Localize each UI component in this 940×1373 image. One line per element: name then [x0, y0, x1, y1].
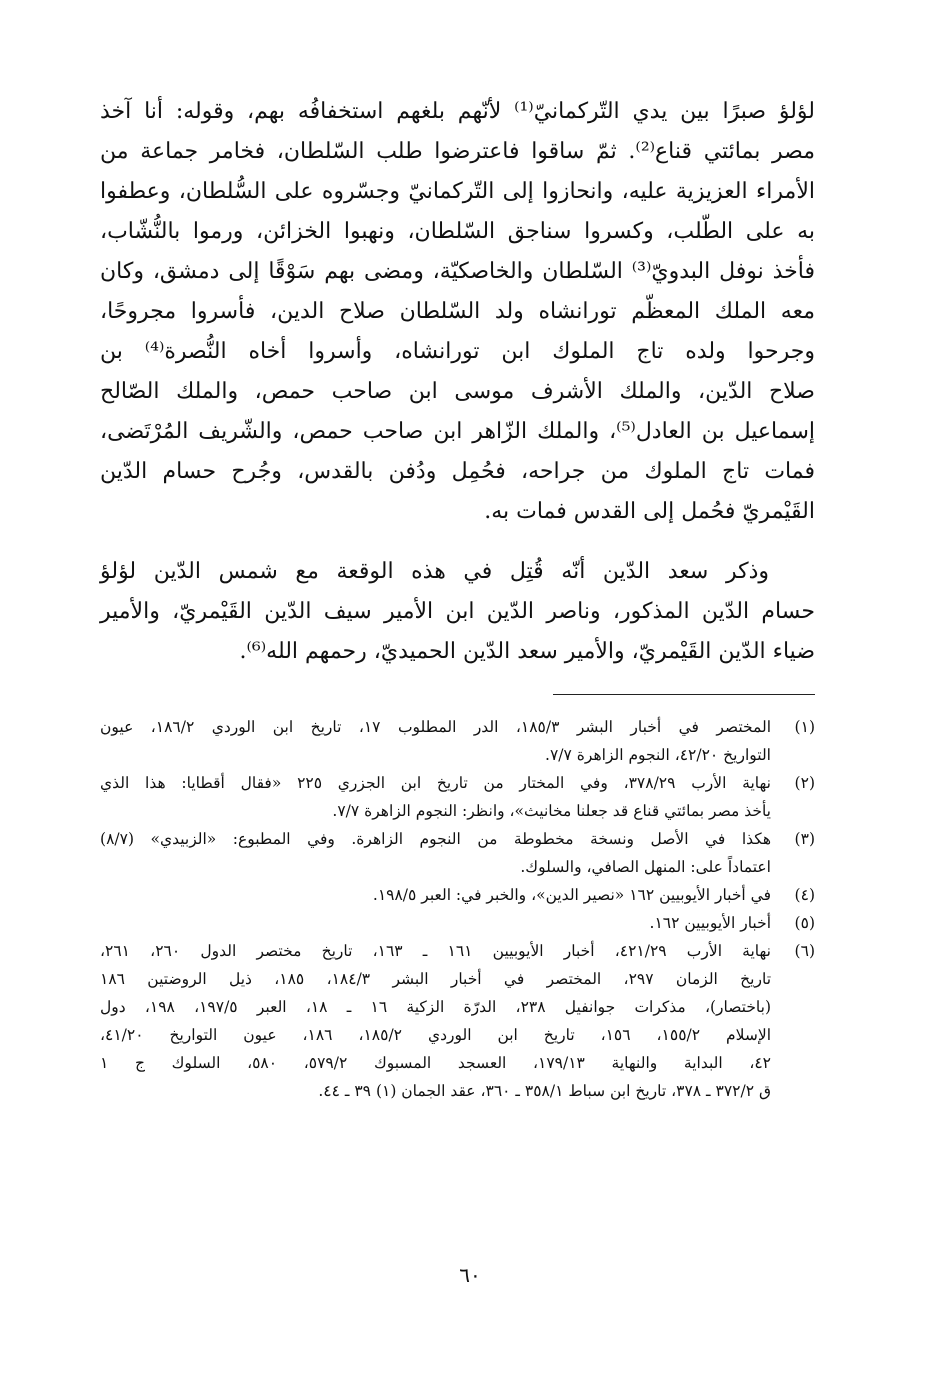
text-line: وجرحوا ولده تاج الملوك ابن تورانشاه، وأسروا أخاه النُّصرة⁽⁴⁾ بن [100, 339, 815, 364]
footnote-line: أخبار الأيوبيين ١٦٢. [649, 914, 771, 932]
footnote-text [100, 937, 771, 1105]
footnote-2 [100, 769, 815, 825]
footnote-line: الإسلام ١٥٥/٢، ١٥٦، تاريخ ابن الوردي ١٨٥/٢، ١٨٦، عيون التواريخ ٤١/٢٠، [100, 1026, 772, 1044]
footnote-line: التواريخ ٤٢/٢٠، النجوم الزاهرة ٧/٧. [545, 746, 771, 764]
text-line: حسام الدّين المذكور، وناصر الدّين ابن الأمير سيف الدّين القَيْمريّ، والأمير [100, 599, 815, 624]
text-line: إسماعيل بن العادل⁽⁵⁾، والملك الزّاهر ابن صاحب حمص، والشّريف المُرْتَضى، [100, 419, 815, 444]
footnotes [100, 713, 815, 1105]
footnote-3 [100, 825, 815, 881]
footnote-text [100, 713, 771, 769]
footnote-text [100, 881, 771, 909]
page-number: ٦٠ [459, 1263, 481, 1287]
text-line: الأمراء العزيزية عليه، وانحازوا إلى التّركمانيّ وجسّروه على السُّلطان، وعطفوا [100, 179, 815, 204]
text-line: به على الطّلب، وكسروا سناجق السّلطان، ونهبوا الخزائن، ورموا بالنُّشّاب، [100, 219, 815, 244]
footnote-number: (٦) [794, 942, 815, 960]
footnote-line: نهاية الأرب ٤٢١/٢٩، أخبار الأيوبيين ١٦١ ـ ١٦٣، تاريخ مختصر الدول ٢٦٠، ٢٦١، [100, 942, 771, 960]
footnote-line: (باختصار)، مذكرات جوانفيل ٢٣٨، الدرّة الزكية ١٦ ـ ١٨، العبر ١٩٧/٥، ١٩٨، دول [100, 998, 771, 1016]
footnote-text [100, 825, 771, 881]
text-line: فأخذ نوفل البدويّ⁽³⁾ السّلطان والخاصكيّة، ومضى بهم سَوْقًا إلى دمشق، وكان [100, 259, 815, 284]
footnote-number: (١) [794, 718, 815, 736]
footnote-text [100, 769, 771, 825]
footnote-text [100, 909, 771, 937]
main-paragraph-2 [100, 552, 815, 672]
footnote-line: اعتماداً على: المنهل الصافي، والسلوك. [520, 858, 771, 876]
main-paragraph-1 [100, 92, 815, 532]
footnote-number: (٥) [794, 914, 815, 932]
text-line: القَيْمريّ فحُمل إلى القدس فمات به. [484, 499, 815, 524]
footnote-line: في أخبار الأيوبيين ١٦٢ «نصير الدين»، والخبر في: العبر ١٩٨/٥. [372, 886, 771, 904]
text-line: وذكر سعد الدّين أنّه قُتِل في هذه الوقعة مع شمس الدّين لؤلؤ [100, 559, 769, 584]
text-line: مصر بمائتي قناع⁽²⁾. ثمّ ساقوا فاعترضوا طلب السّلطان، فخامر جماعة من [100, 139, 815, 164]
footnote-line: ق ٣٧٢/٢ ـ ٣٧٨، تاريخ ابن سباط ٣٥٨/١ ـ ٣٦٠، عقد الجمان (١) ٣٩ ـ ٤٤. [318, 1082, 771, 1100]
footnote-line: تاريخ الزمان ٢٩٧، المختصر في أخبار البشر ١٨٤/٣، ١٨٥، ذيل الروضتين ١٨٦ [100, 970, 772, 988]
text-line: معه الملك المعظّم تورانشاه ولد السّلطان صلاح الدين، فأسروا مجروحًا، [100, 299, 815, 324]
footnote-4 [100, 881, 815, 909]
footnote-number: (٤) [794, 886, 815, 904]
page-body [100, 92, 815, 1105]
text-line: فمات تاج الملوك من جراحه، فحُمِل ودُفن بالقدس، وجُرح حسام الدّين [100, 459, 815, 484]
text-line: لؤلؤ صبرًا بين يدي التّركمانيّ⁽¹⁾ لأنّهم بلغهم استخفافُه بهم، وقوله: أنا آخذ [100, 99, 815, 124]
footnote-line: المختصر في أخبار البشر ١٨٥/٣، الدر المطلوب ١٧، تاريخ ابن الوردي ١٨٦/٢، عيون [100, 718, 772, 736]
footnote-line: نهاية الأرب ٣٧٨/٢٩، وفي المختار من تاريخ ابن الجزري ٢٢٥ «فقال أقطايا: هذا الذي [100, 774, 771, 792]
footnote-1 [100, 713, 815, 769]
footnote-divider [553, 694, 815, 695]
footnote-line: ٤٢، البداية والنهاية ١٧٩/١٣، العسجد المسبوك ٥٧٩/٢، ٥٨٠، السلوك ج ١ [100, 1054, 771, 1072]
text-line: صلاح الدّين، والملك الأشرف موسى ابن صاحب حمص، والملك الصّالح [100, 379, 815, 404]
footnote-number: (٣) [794, 830, 815, 848]
footnote-6 [100, 937, 815, 1105]
footnote-line: هكذا في الأصل ونسخة مخطوطة من النجوم الزاهرة. وفي المطبوع: «الزبيدي» (٨/٧) [100, 830, 771, 848]
text-line: ضياء الدّين القَيْمريّ، والأمير سعد الدّين الحميديّ، رحمهم الله⁽⁶⁾. [239, 639, 815, 664]
footnote-5 [100, 909, 815, 937]
footnote-number: (٢) [794, 774, 815, 792]
footnote-line: يأخذ مصر بمائتي قناع قد جعلنا مخانيث»، وانظر: النجوم الزاهرة ٧/٧. [332, 802, 771, 820]
